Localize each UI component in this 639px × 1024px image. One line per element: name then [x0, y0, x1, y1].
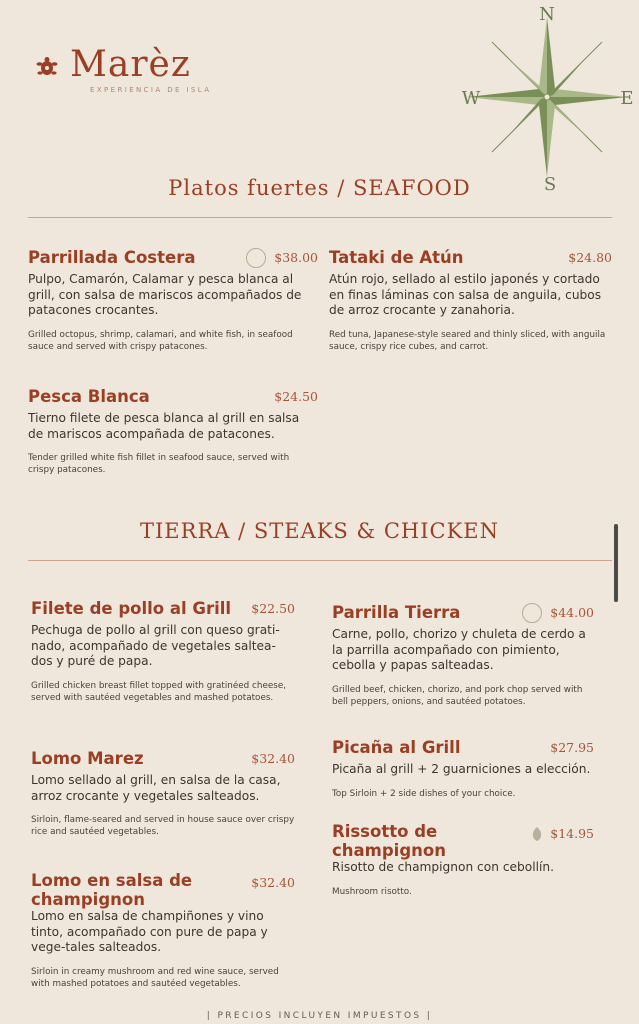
dish-price: $14.95 [550, 826, 594, 841]
dish-description-es: Risotto de champignon con cebollín. [332, 860, 554, 874]
dish-description-es: Lomo en salsa de champiñones y vino tinto, acompañado con pure de papa y vege-tales salteados. [31, 909, 268, 954]
dish-description-es: Pulpo, Camarón, Calamar y pesca blanca al grill, con salsa de mariscos acompañados de patacones crocantes. [28, 272, 302, 317]
menu-item [332, 603, 594, 708]
compass-rose-icon [455, 0, 635, 195]
menu-item [31, 871, 295, 990]
dish-description-en: Top Sirloin + 2 side dishes of your choice. [332, 788, 516, 799]
dish-description-es: Lomo sellado al grill, en salsa de la casa, arroz crocante y vegetales salteados. [31, 773, 281, 803]
sharing-icon [246, 248, 266, 268]
dish-price: $24.50 [274, 389, 318, 404]
dish-name: Filete de pollo al Grill [31, 599, 232, 618]
dish-price: $27.95 [550, 740, 594, 755]
turtle-icon [36, 56, 58, 78]
dish-description-en: Sirloin, flame-seared and served in house sauce over crispy rice and sautéed vegetables. [31, 815, 295, 837]
dish-price: $44.00 [550, 605, 594, 620]
dish-name: Picaña al Grill [332, 738, 461, 757]
menu-item [28, 248, 318, 353]
dish-description-es: Tierno filete de pesca blanca al grill en salsa de mariscos acompañada de patacones. [28, 411, 300, 441]
scrollbar[interactable] [614, 524, 618, 602]
dish-description-en: Grilled chicken breast fillet topped with gratinéed cheese, served with sautéed vegetables and mashed potatoes. [31, 680, 287, 703]
compass-west-label: W [461, 88, 481, 109]
leaf-icon [530, 826, 544, 842]
dish-name: Lomo en salsa de champignon [31, 871, 193, 909]
menu-item [329, 248, 612, 353]
dish-description-es: Picaña al grill + 2 guarniciones a elección. [332, 762, 591, 776]
footer-note: | PRECIOS INCLUYEN IMPUESTOS | [206, 1011, 433, 1021]
dish-price: $24.80 [568, 250, 612, 265]
dish-name: Pesca Blanca [28, 387, 150, 406]
menu-item [28, 387, 318, 476]
dish-description-es: Carne, pollo, chorizo y chuleta de cerdo a la parrilla acompañado con pimiento, cebolla y papas salteadas. [332, 627, 586, 672]
menu-item [31, 749, 295, 838]
section-title-seafood: Platos fuertes / SEAFOOD [168, 176, 471, 200]
sharing-icon [522, 603, 542, 623]
dish-description-es: Pechuga de pollo al grill con queso grati-nado, acompañado de vegetales saltea-dos y puré de papa. [31, 623, 280, 668]
dish-description-en: Mushroom risotto. [332, 886, 412, 897]
compass-east-label: E [620, 88, 634, 109]
dish-name: Lomo Marez [31, 749, 144, 768]
dish-name: Parrillada Costera [28, 248, 196, 267]
dish-price: $38.00 [274, 250, 318, 265]
compass-north-label: N [539, 4, 555, 25]
dish-description-en: Grilled octopus, shrimp, calamari, and white fish, in seafood sauce and served with crispy patacones. [28, 329, 293, 352]
section-divider [28, 560, 612, 561]
menu-item [31, 599, 295, 704]
dish-name: Tataki de Atún [329, 248, 464, 267]
dish-description-es: Atún rojo, sellado al estilo japonés y cortado en finas láminas con salsa de anguila, cubos de arroz crocante y zanahoria. [329, 272, 602, 317]
dish-description-en: Red tuna, Japanese-style seared and thinly sliced, with anguila sauce, crispy rice cubes, and carrot. [329, 329, 606, 352]
dish-name: Rissotto de champignon [332, 822, 446, 860]
section-title-tierra: TIERRA / STEAKS & CHICKEN [140, 519, 499, 543]
dish-description-en: Grilled beef, chicken, chorizo, and pork chop served with bell peppers, onions, and sautéed potatoes. [332, 684, 583, 707]
menu-item [332, 738, 594, 800]
brand-tagline: EXPERIENCIA DE ISLA [90, 86, 212, 94]
dish-description-en: Sirloin in creamy mushroom and red wine sauce, served with mashed potatoes and sautéed vegetables. [31, 966, 279, 989]
compass-south-label: S [543, 174, 557, 195]
brand-name: Marèz [70, 44, 191, 85]
dish-price: $22.50 [251, 601, 295, 616]
dish-description-en: Tender grilled white fish fillet in seafood sauce, served with crispy patacones. [28, 453, 290, 475]
menu-item [332, 822, 594, 898]
dish-name: Parrilla Tierra [332, 603, 461, 622]
dish-price: $32.40 [251, 875, 295, 890]
dish-price: $32.40 [251, 751, 295, 766]
section-divider [28, 217, 612, 218]
